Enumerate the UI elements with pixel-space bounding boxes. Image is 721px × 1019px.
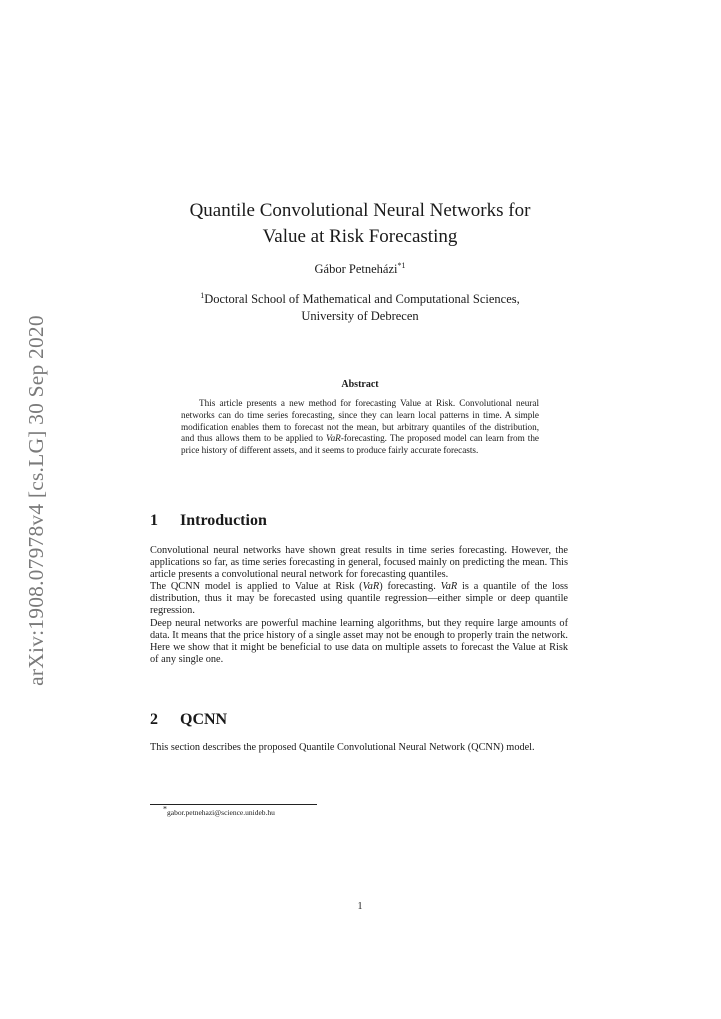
author-line [150,262,570,277]
page-number: 1 [357,901,363,912]
affiliation-mark: 1 [200,290,205,300]
affiliation-line-2: University of Debrecen [301,309,419,323]
title-line-1: Quantile Convolutional Neural Networks for [189,200,531,221]
qcnn-body [150,742,568,754]
abstract-var-symbol: VaR [326,433,341,444]
intro-paragraph-3: Deep neural networks are powerful machine learning algorithms, but they require large amounts of data. It means that the price history of a single asset may not be enough to properly train the network. Here we show that it might be beneficial to use data on multiple assets to forecast the Value at Risk of any single one. [150,617,568,665]
section-title: Introduction [180,512,267,529]
footnote-mark: * [163,804,167,814]
intro-p2-var-1: VaR [362,581,380,593]
abstract-heading: Abstract [341,379,379,390]
author-name: Gábor Petneházi [314,262,398,276]
qcnn-paragraph-1: This section describes the proposed Quantile Convolutional Neural Network (QCNN) model. [150,742,535,753]
affiliation [150,291,570,325]
section-heading-qcnn [150,711,227,729]
abstract-text-part-1: This article presents a new method for forecasting Value at Risk. Convolutional neural networks can do time series forecasting, since they can learn local patterns in time. A simple modification enables them to forecast not the mean, but arbitrary quantiles of the distribution, and thus allows them to be applied to [181,398,539,444]
intro-p2-var-2: VaR [440,581,458,593]
footnote-rule [150,804,317,805]
abstract-text [181,398,539,457]
section-number: 2 [150,711,158,728]
arxiv-identifier: arXiv:1908.07978v4 [cs.LG] 30 Sep 2020 [23,314,48,686]
paper-title [150,198,570,250]
section-heading-introduction [150,512,267,530]
title-line-2: Value at Risk Forecasting [262,226,458,247]
affiliation-line-1: Doctoral School of Mathematical and Computational Sciences, [204,292,520,306]
footnote-email: gabor.petnehazi@science.unideb.hu [167,808,275,817]
introduction-body [150,545,568,666]
abstract-text-part-2: -forecasting. The proposed model can learn from the price history of different assets, and it seems to produce fairly accurate forecasts. [181,433,539,456]
intro-p2-part-a: The QCNN model is applied to Value at Risk ( [150,581,363,593]
intro-paragraph-2 [150,581,568,617]
intro-p2-part-c: is a quantile of the loss distribution, thus it may be forecasted using quantile regression—either simple or deep quantile regression. [150,581,569,617]
arxiv-side-stamp [20,315,52,685]
intro-p2-part-b: ) forecasting. [379,581,441,593]
section-number: 1 [150,512,158,529]
footnote [163,804,275,817]
author-marks: *1 [397,260,406,270]
intro-paragraph-1: Convolutional neural networks have shown great results in time series forecasting. However, the applications so far, as time series forecasting in general, focused mainly on predicting the mean. This article presents a convolutional neural network for forecasting quantiles. [150,545,568,581]
section-title: QCNN [180,711,228,728]
